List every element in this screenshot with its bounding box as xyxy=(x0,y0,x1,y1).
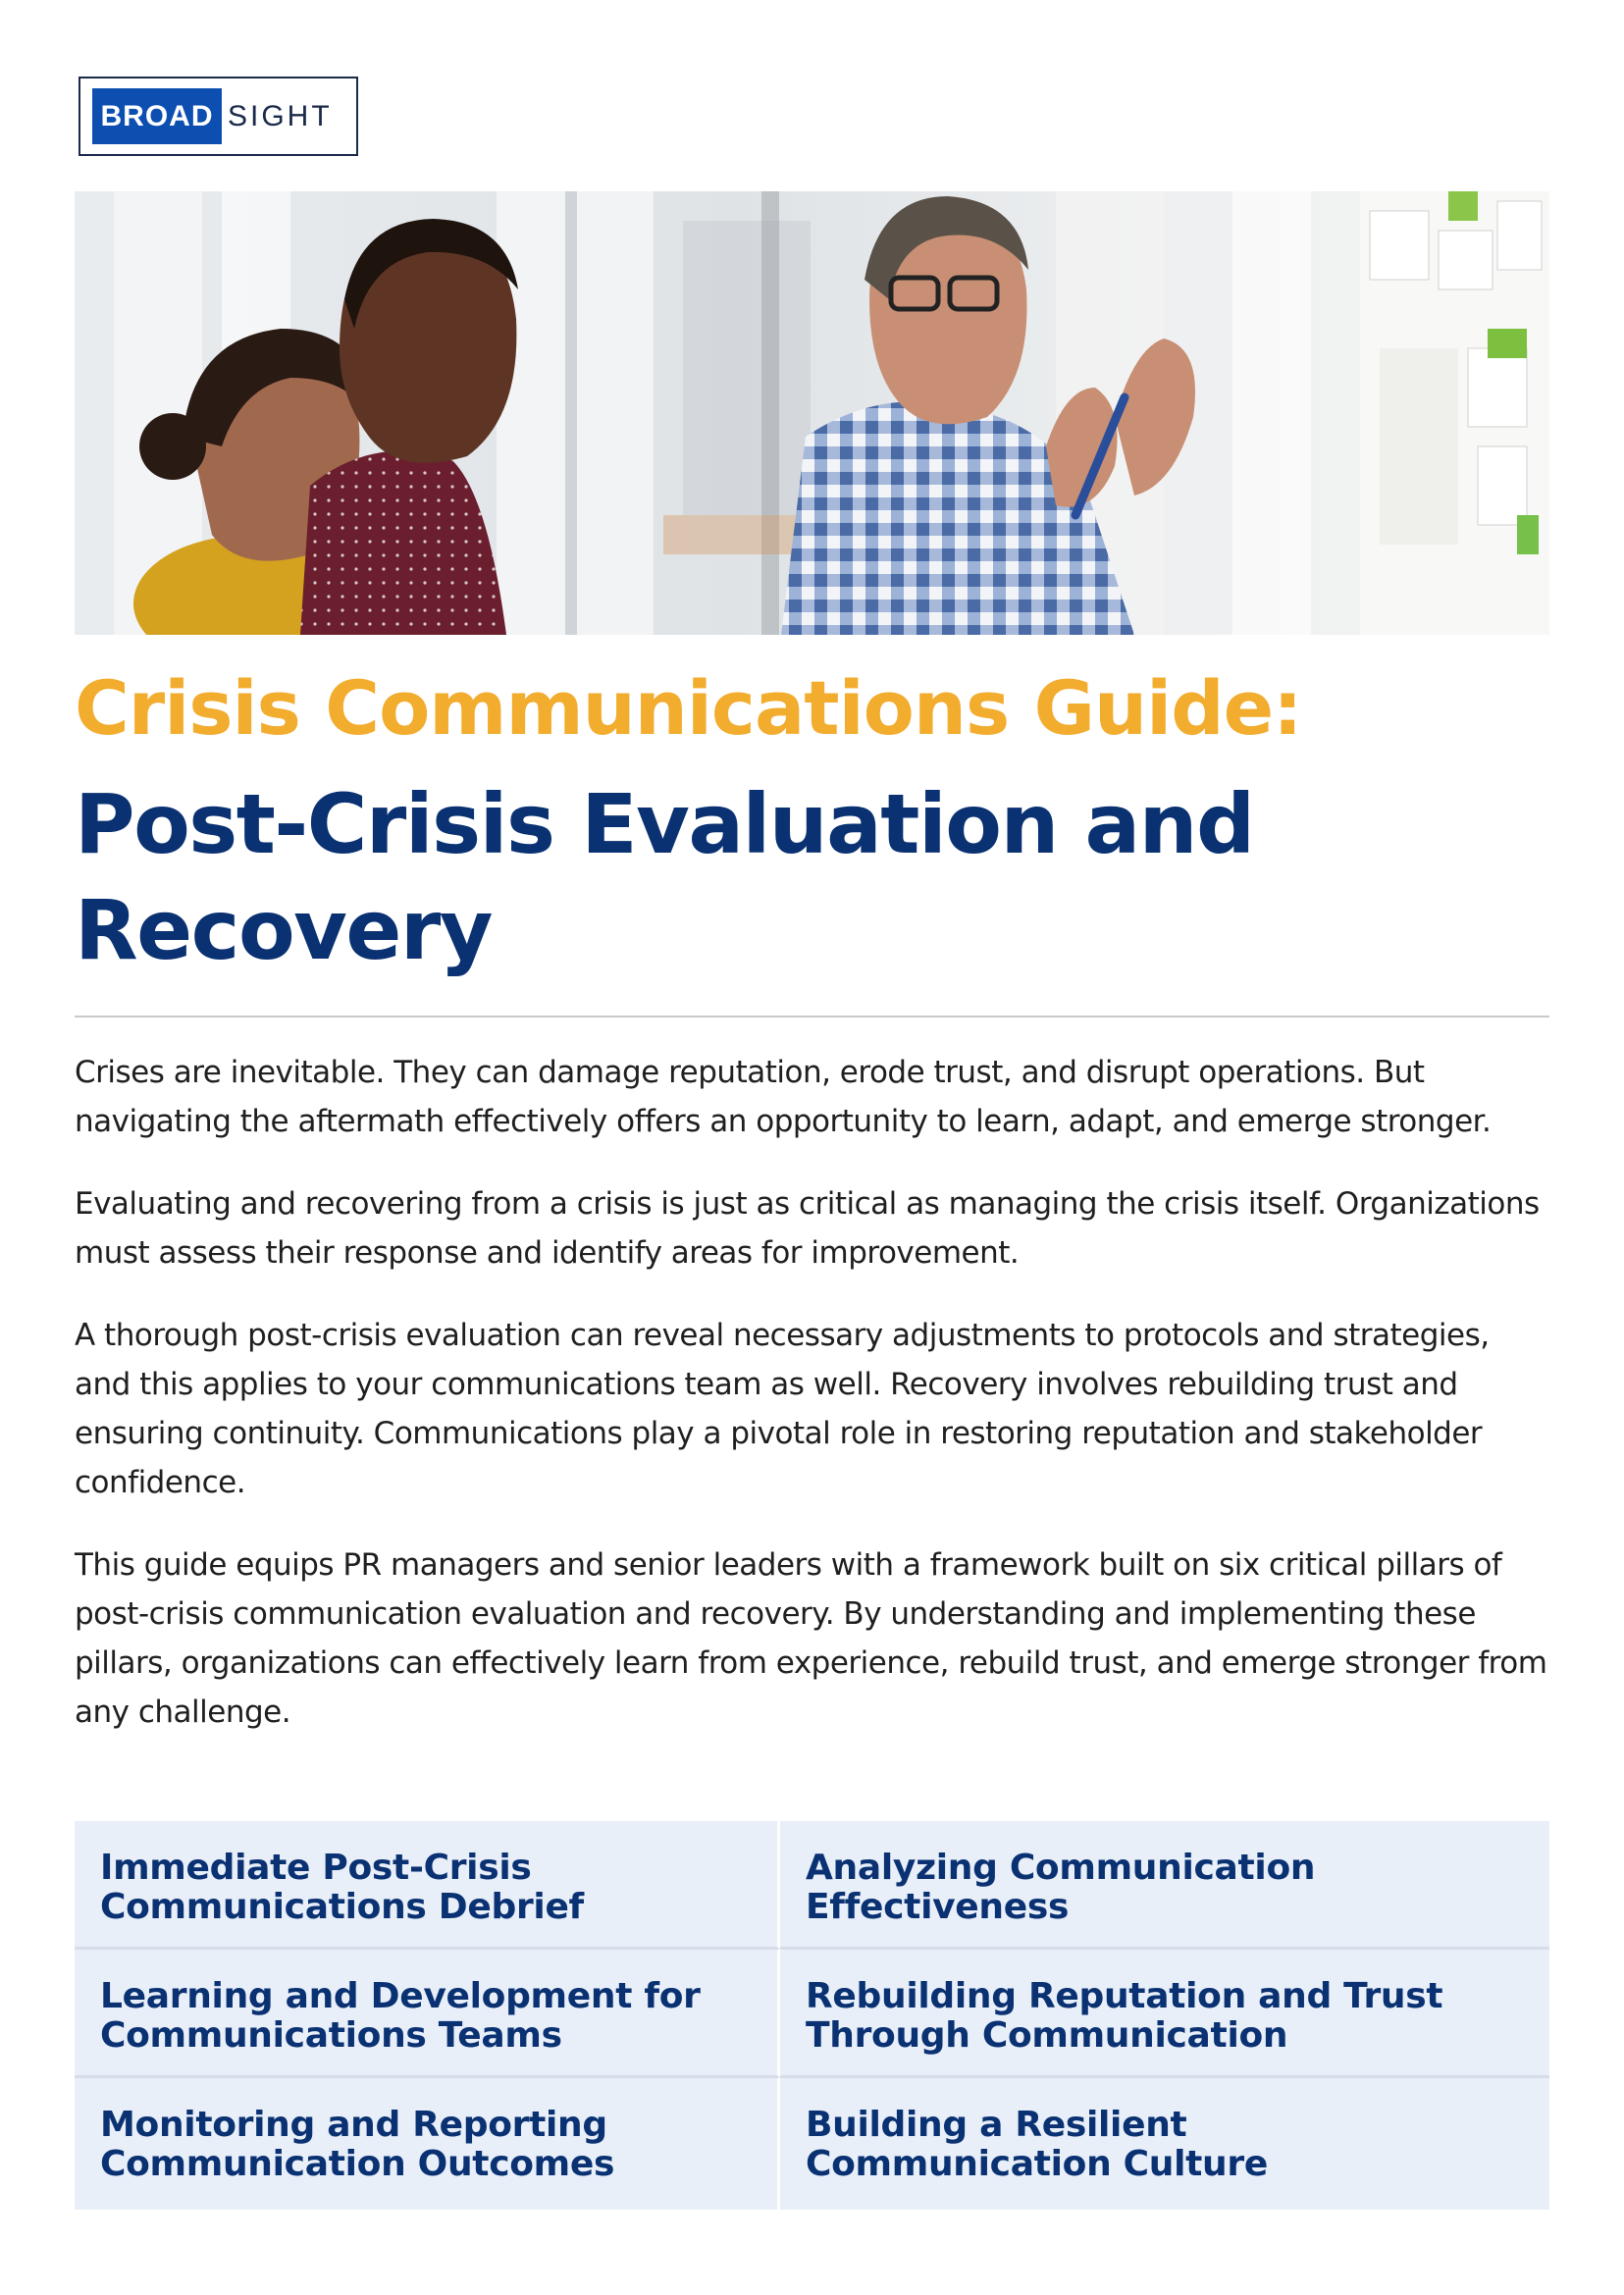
pillar-line: Building a Resilient xyxy=(806,2105,1187,2145)
pillar-line: Through Communication xyxy=(806,2015,1288,2056)
title-line-2b: Recovery xyxy=(75,882,493,978)
pillar-line: Communications Teams xyxy=(100,2015,562,2056)
pillar-item xyxy=(780,1950,1549,2078)
title-line-1: Crisis Communications Guide: xyxy=(75,664,1302,752)
divider xyxy=(75,1016,1549,1017)
team-meeting-photo-icon xyxy=(75,191,1549,635)
pillar-line: Communication Outcomes xyxy=(100,2144,615,2184)
pillar-line: Immediate Post-Crisis xyxy=(100,1848,532,1888)
pillar-item xyxy=(75,2078,780,2210)
paragraph: A thorough post-crisis evaluation can reveal necessary adjustments to protocols and strategies, and this applies to your communications team as well. Recovery involves rebuilding trust and ensuring continuity. Communications play a pivotal role in restoring reputation and stakeholder confidence. xyxy=(75,1318,1490,1500)
title-line-2 xyxy=(75,771,1546,983)
pillar-item xyxy=(780,1821,1549,1950)
hero-photo xyxy=(75,191,1549,635)
title-line-2a: Post-Crisis Evaluation and xyxy=(75,776,1254,872)
intro-body xyxy=(75,1048,1551,1770)
paragraph: Evaluating and recovering from a crisis is just as critical as managing the crisis itself. Organizations must assess their response and identify areas for improvement. xyxy=(75,1186,1540,1271)
pillar-line: Effectiveness xyxy=(806,1887,1070,1927)
logo-broad-box: BROAD xyxy=(92,88,222,144)
broadsight-logo xyxy=(79,77,358,156)
pillar-line: Rebuilding Reputation and Trust xyxy=(806,1976,1443,2016)
pillar-line: Learning and Development for xyxy=(100,1976,701,2016)
paragraph: Crises are inevitable. They can damage reputation, erode trust, and disrupt operations. But navigating the aftermath effectively offers an opportunity to learn, adapt, and emerge stronger. xyxy=(75,1055,1492,1139)
pillar-item xyxy=(75,1950,780,2078)
pillar-line: Monitoring and Reporting xyxy=(100,2105,607,2145)
pillar-line: Analyzing Communication xyxy=(806,1848,1316,1888)
pillar-line: Communications Debrief xyxy=(100,1887,584,1927)
pillar-item xyxy=(75,1821,780,1950)
pillar-item xyxy=(780,2078,1549,2210)
paragraph: This guide equips PR managers and senior leaders with a framework built on six critical pillars of post-crisis communication evaluation and recovery. By understanding and implementing these pillars, organizations can effectively learn from experience, rebuild trust, and emerge stronger from any challenge. xyxy=(75,1547,1547,1730)
logo-sight-text: SIGHT xyxy=(228,99,333,132)
pillars-grid xyxy=(75,1821,1549,2210)
pillar-line: Communication Culture xyxy=(806,2144,1268,2184)
